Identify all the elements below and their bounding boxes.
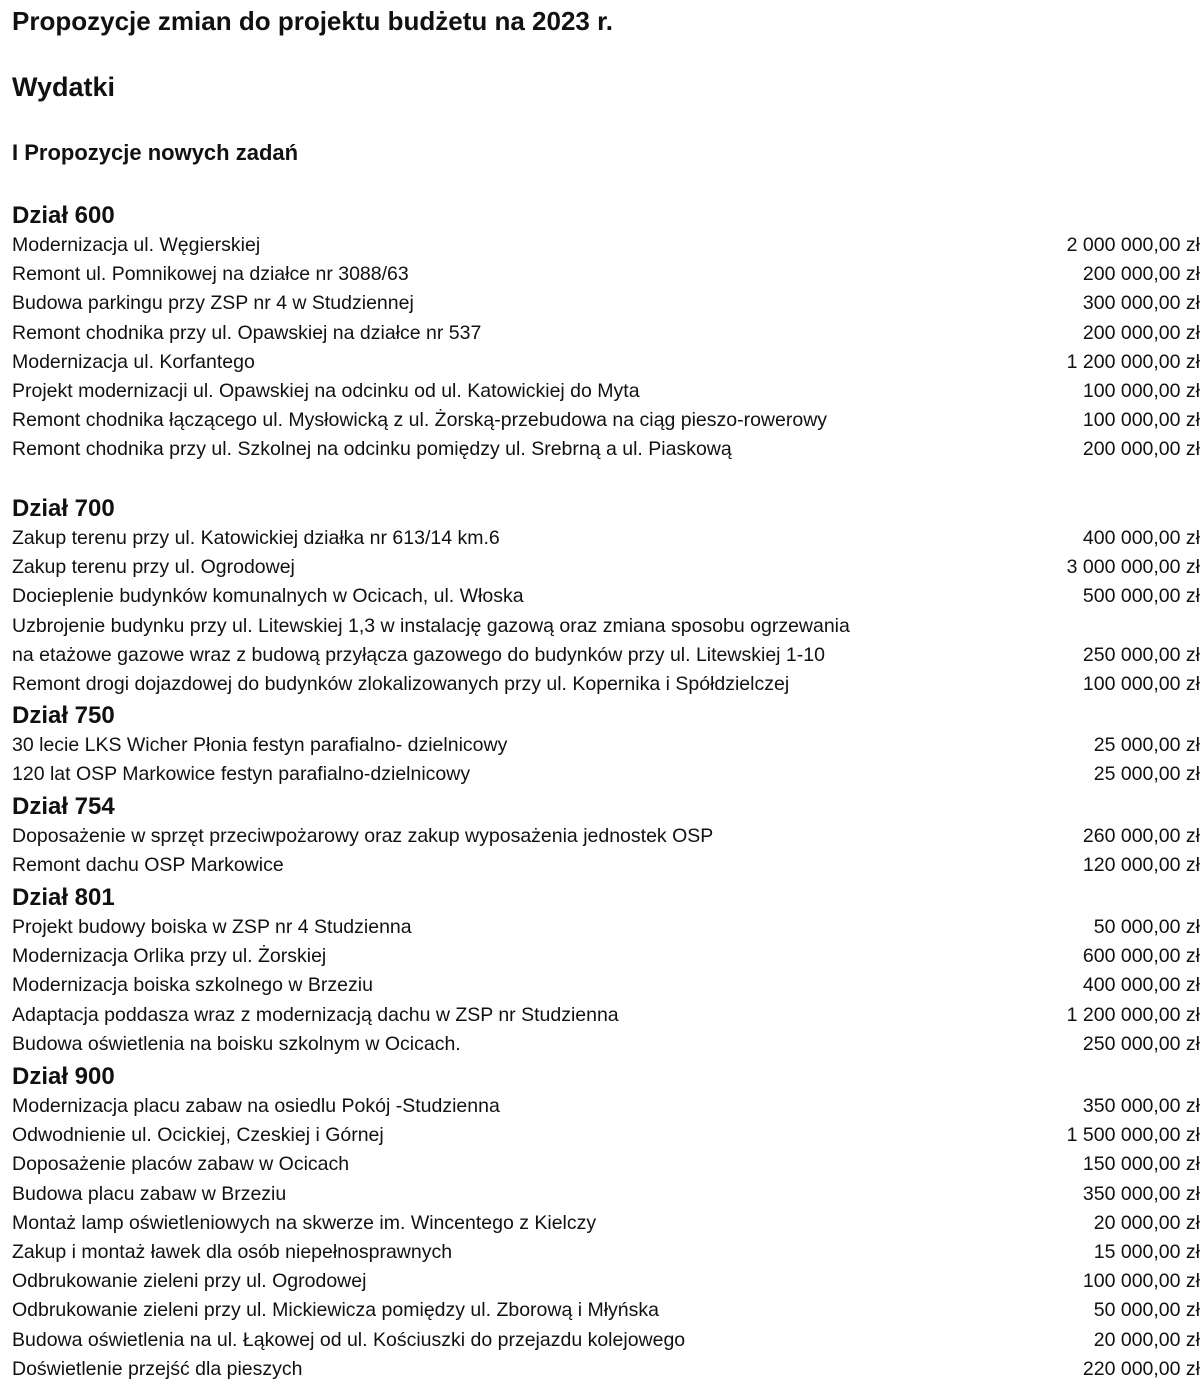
budget-row (12, 1238, 1200, 1267)
row-label: Remont ul. Pomnikowej na działce nr 3088/63 (12, 263, 409, 286)
group-heading: Dział 900 (12, 1063, 115, 1090)
budget-row (12, 1267, 1200, 1296)
row-label: Budowa oświetlenia na boisku szkolnym w Ocicach. (12, 1032, 461, 1055)
row-amount: 120 000,00 zł (1082, 854, 1200, 877)
budget-document (12, 0, 1200, 1398)
row-label: 30 lecie LKS Wicher Płonia festyn parafialno- dzielnicowy (12, 734, 508, 756)
row-label: Docieplenie budynków komunalnych w Ocicach, ul. Włoska (12, 585, 524, 608)
budget-row (12, 377, 1200, 406)
row-amount: 100 000,00 zł (1082, 1270, 1200, 1293)
group-dzial-750 (12, 701, 1200, 789)
budget-row (12, 612, 1200, 641)
budget-row (12, 348, 1200, 377)
row-label: Adaptacja poddasza wraz z modernizacją dachu w ZSP nr Studzienna (12, 1003, 619, 1026)
row-label: Projekt budowy boiska w ZSP nr 4 Studzienna (12, 916, 412, 938)
row-amount: 300 000,00 zł (1082, 292, 1200, 315)
group-dzial-700 (12, 494, 1200, 699)
budget-row (12, 1180, 1200, 1209)
row-amount: 25 000,00 zł (1093, 734, 1200, 756)
group-heading: Dział 700 (12, 495, 115, 522)
group-dzial-600 (12, 201, 1200, 465)
row-label: Doposażenie w sprzęt przeciwpożarowy oraz zakup wyposażenia jednostek OSP (12, 825, 714, 847)
row-label: Montaż lamp oświetleniowych na skwerze im. Wincentego z Kielczy (12, 1211, 597, 1234)
budget-row (12, 289, 1200, 318)
row-amount: 2 000 000,00 zł (1066, 234, 1200, 256)
row-label: Projekt modernizacji ul. Opawskiej na odcinku od ul. Katowickiej do Myta (12, 379, 640, 402)
row-amount: 3 000 000,00 zł (1066, 556, 1200, 579)
group-heading: Dział 801 (12, 884, 115, 911)
row-label: Zakup i montaż ławek dla osób niepełnosprawnych (12, 1240, 453, 1263)
budget-row (12, 435, 1200, 464)
row-label: Remont dachu OSP Markowice (12, 854, 284, 877)
budget-row (12, 1209, 1200, 1238)
row-label: Remont chodnika przy ul. Szkolnej na odcinku pomiędzy ul. Srebrną a ul. Piaskową (12, 438, 732, 461)
budget-row (12, 670, 1200, 699)
row-label: Zakup terenu przy ul. Katowickiej działka nr 613/14 km.6 (12, 527, 500, 549)
row-label: Budowa placu zabaw w Brzeziu (12, 1182, 287, 1205)
row-amount: 200 000,00 zł (1082, 438, 1200, 461)
row-amount: 250 000,00 zł (1082, 1032, 1200, 1055)
group-dzial-754 (12, 792, 1200, 880)
row-label: Doposażenie placów zabaw w Ocicach (12, 1153, 350, 1176)
row-label: Odwodnienie ul. Ocickiej, Czeskiej i Górnej (12, 1124, 384, 1147)
row-amount: 20 000,00 zł (1093, 1211, 1200, 1234)
budget-row (12, 731, 1200, 760)
row-label: Modernizacja ul. Korfantego (12, 350, 255, 373)
row-amount: 600 000,00 zł (1082, 945, 1200, 968)
budget-row (12, 582, 1200, 611)
row-amount: 15 000,00 zł (1093, 1240, 1200, 1263)
row-amount: 200 000,00 zł (1082, 263, 1200, 286)
row-label: Remont drogi dojazdowej do budynków zlokalizowanych przy ul. Kopernika i Spółdzielczej (12, 672, 790, 695)
row-amount: 100 000,00 zł (1082, 409, 1200, 432)
budget-row (12, 942, 1200, 971)
budget-row (12, 1001, 1200, 1030)
row-label: Zakup terenu przy ul. Ogrodowej (12, 556, 295, 579)
budget-row (12, 1296, 1200, 1325)
row-label: Budowa oświetlenia na ul. Łąkowej od ul. Kościuszki do przejazdu kolejowego (12, 1328, 686, 1351)
row-label: 120 lat OSP Markowice festyn parafialno-dzielnicowy (12, 763, 471, 786)
row-amount: 20 000,00 zł (1093, 1328, 1200, 1351)
budget-row (12, 260, 1200, 289)
budget-row (12, 406, 1200, 435)
subsection-heading: I Propozycje nowych zadań (12, 140, 299, 165)
row-amount: 100 000,00 zł (1082, 379, 1200, 402)
row-amount: 400 000,00 zł (1082, 527, 1200, 549)
row-amount: 50 000,00 zł (1093, 916, 1200, 938)
row-label: Doświetlenie przejść dla pieszych (12, 1357, 303, 1380)
group-dzial-900 (12, 1062, 1200, 1384)
row-amount: 500 000,00 zł (1082, 585, 1200, 608)
row-label: na etażowe gazowe wraz z budową przyłącza gazowego do budynków przy ul. Litewskiej 1-10 (12, 643, 825, 666)
row-amount: 50 000,00 zł (1093, 1299, 1200, 1322)
group-dzial-801 (12, 883, 1200, 1059)
budget-row (12, 231, 1200, 260)
budget-row (12, 971, 1200, 1000)
row-amount: 400 000,00 zł (1082, 974, 1200, 997)
budget-row (12, 1355, 1200, 1384)
budget-row (12, 1092, 1200, 1121)
budget-row (12, 851, 1200, 880)
budget-row (12, 1121, 1200, 1150)
budget-row (12, 319, 1200, 348)
budget-row (12, 760, 1200, 789)
row-amount: 260 000,00 zł (1082, 825, 1200, 847)
group-heading: Dział 754 (12, 793, 115, 820)
budget-row (12, 524, 1200, 553)
row-label: Odbrukowanie zieleni przy ul. Ogrodowej (12, 1270, 367, 1293)
row-label: Uzbrojenie budynku przy ul. Litewskiej 1,3 w instalację gazową oraz zmiana sposobu ogrzewania (12, 614, 850, 637)
row-amount: 200 000,00 zł (1082, 321, 1200, 344)
row-label: Remont chodnika przy ul. Opawskiej na działce nr 537 (12, 321, 482, 344)
row-amount: 350 000,00 zł (1082, 1182, 1200, 1205)
row-label: Odbrukowanie zieleni przy ul. Mickiewicza pomiędzy ul. Zborową i Młyńska (12, 1299, 659, 1322)
section-heading: Wydatki (12, 72, 116, 102)
row-label: Modernizacja ul. Węgierskiej (12, 234, 261, 256)
row-amount: 25 000,00 zł (1093, 763, 1200, 786)
row-amount: 220 000,00 zł (1082, 1357, 1200, 1380)
budget-row (12, 1150, 1200, 1179)
row-amount: 350 000,00 zł (1082, 1095, 1200, 1117)
row-amount: 100 000,00 zł (1082, 672, 1200, 695)
row-label: Remont chodnika łączącego ul. Mysłowicką z ul. Żorską-przebudowa na ciąg pieszo-rowerowy (12, 409, 828, 432)
row-amount: 1 200 000,00 zł (1066, 1003, 1200, 1026)
row-label: Modernizacja Orlika przy ul. Żorskiej (12, 945, 327, 968)
budget-row (12, 553, 1200, 582)
row-label: Modernizacja placu zabaw na osiedlu Pokój -Studzienna (12, 1095, 500, 1117)
budget-row (12, 822, 1200, 851)
row-amount: 1 200 000,00 zł (1066, 350, 1200, 373)
row-label: Modernizacja boiska szkolnego w Brzeziu (12, 974, 373, 997)
row-amount: 1 500 000,00 zł (1066, 1124, 1200, 1147)
row-label: Budowa parkingu przy ZSP nr 4 w Studziennej (12, 292, 414, 315)
row-amount: 250 000,00 zł (1082, 643, 1200, 666)
budget-row (12, 1326, 1200, 1355)
document-title: Propozycje zmian do projektu budżetu na 2023 r. (12, 6, 614, 36)
row-amount: 150 000,00 zł (1082, 1153, 1200, 1176)
budget-row (12, 641, 1200, 670)
group-heading: Dział 600 (12, 202, 115, 229)
group-heading: Dział 750 (12, 702, 115, 729)
budget-row (12, 913, 1200, 942)
budget-row (12, 1030, 1200, 1059)
